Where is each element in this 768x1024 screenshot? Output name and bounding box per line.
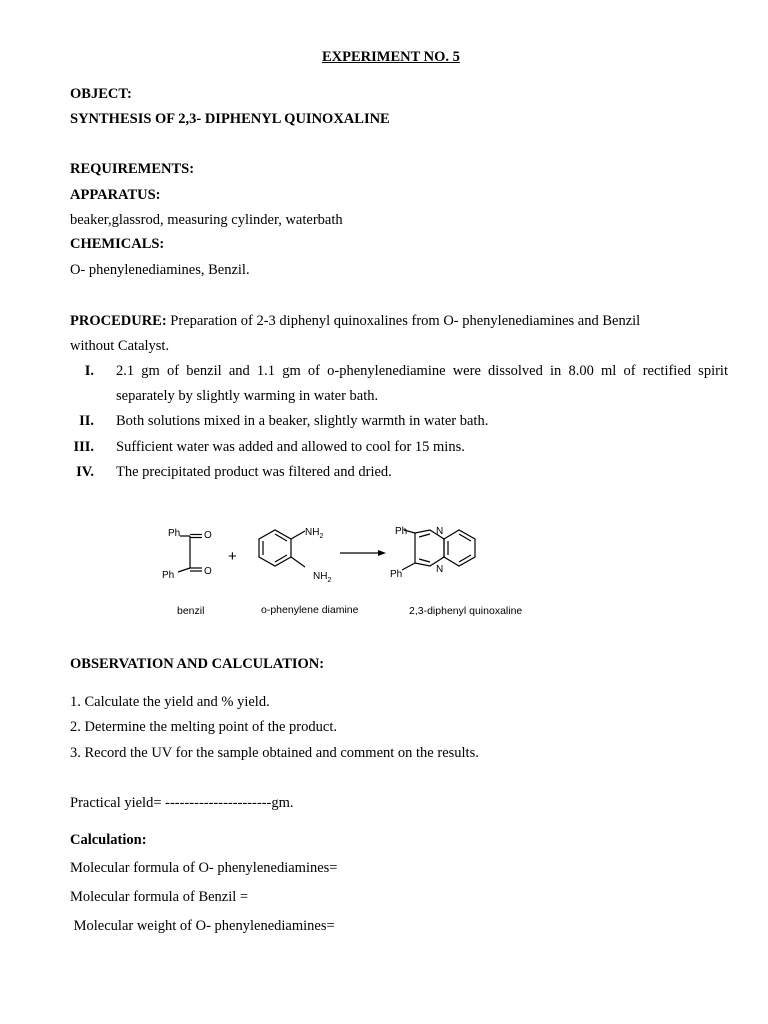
calculation-line: Molecular formula of O- phenylenediamines= — [70, 860, 338, 876]
step-text: The precipitated product was filtered and dried. — [116, 464, 392, 480]
label-diamine: o-phenylene diamine — [261, 604, 359, 616]
procedure-intro — [70, 313, 640, 330]
label-benzil: benzil — [177, 605, 205, 617]
practical-yield: Practical yield= ----------------------gm. — [70, 795, 294, 811]
chemicals-heading: CHEMICALS: — [70, 236, 165, 252]
product-n-top: N — [436, 526, 444, 537]
procedure-heading: PROCEDURE: — [70, 313, 167, 329]
procedure-intro-line2: without Catalyst. — [70, 338, 170, 354]
object-value: SYNTHESIS OF 2,3- DIPHENYL QUINOXALINE — [70, 111, 390, 127]
calculation-heading: Calculation: — [70, 832, 147, 848]
plus-sign: + — [228, 548, 237, 565]
observation-item: 1. Calculate the yield and % yield. — [70, 694, 270, 710]
benzil-ph-top: Ph — [168, 528, 181, 539]
object-heading: OBJECT: — [70, 86, 132, 102]
product-ph-top: Ph — [395, 526, 408, 537]
diamine-nh2-bottom: $NH_2$ — [313, 571, 332, 584]
observation-heading: OBSERVATION AND CALCULATION: — [70, 656, 325, 672]
benzil-ph-bottom: Ph — [162, 570, 175, 581]
step-text: Both solutions mixed in a beaker, slightly warmth in water bath. — [116, 413, 489, 429]
step-number: I. — [84, 363, 94, 379]
apparatus-list: beaker,glassrod, measuring cylinder, waterbath — [70, 212, 343, 228]
step-text: 2.1 gm of benzil and 1.1 gm of o-phenylenediamine were dissolved in 8.00 ml of rectified spirit separately by slightly warming in water bath. — [116, 363, 728, 404]
label-product: 2,3-diphenyl quinoxaline — [409, 605, 523, 617]
step-number: II. — [79, 413, 94, 429]
requirements-heading: REQUIREMENTS: — [70, 161, 195, 177]
apparatus-heading: APPARATUS: — [70, 187, 161, 203]
observation-item: 3. Record the UV for the sample obtained and comment on the results. — [70, 745, 479, 761]
product-n-bottom: N — [436, 564, 444, 575]
experiment-title: EXPERIMENT NO. 5 — [322, 49, 460, 65]
product-ph-bottom: Ph — [390, 569, 403, 580]
chemicals-list: O- phenylenediamines, Benzil. — [70, 262, 250, 278]
benzil-o-bottom: O — [204, 566, 212, 577]
observation-item: 2. Determine the melting point of the product. — [70, 719, 337, 735]
calculation-line: Molecular formula of Benzil = — [70, 889, 249, 905]
step-number: III. — [73, 439, 94, 455]
procedure-intro-text: Preparation of 2-3 diphenyl quinoxalines from O- phenylenediamines and Benzil — [166, 313, 641, 329]
diamine-nh2-top: $NH_2$ — [305, 527, 324, 540]
step-number: IV. — [76, 464, 94, 480]
calculation-line: Molecular weight of O- phenylenediamines= — [70, 918, 335, 934]
benzil-o-top: O — [204, 530, 212, 541]
step-text: Sufficient water was added and allowed to cool for 15 mins. — [116, 439, 465, 455]
